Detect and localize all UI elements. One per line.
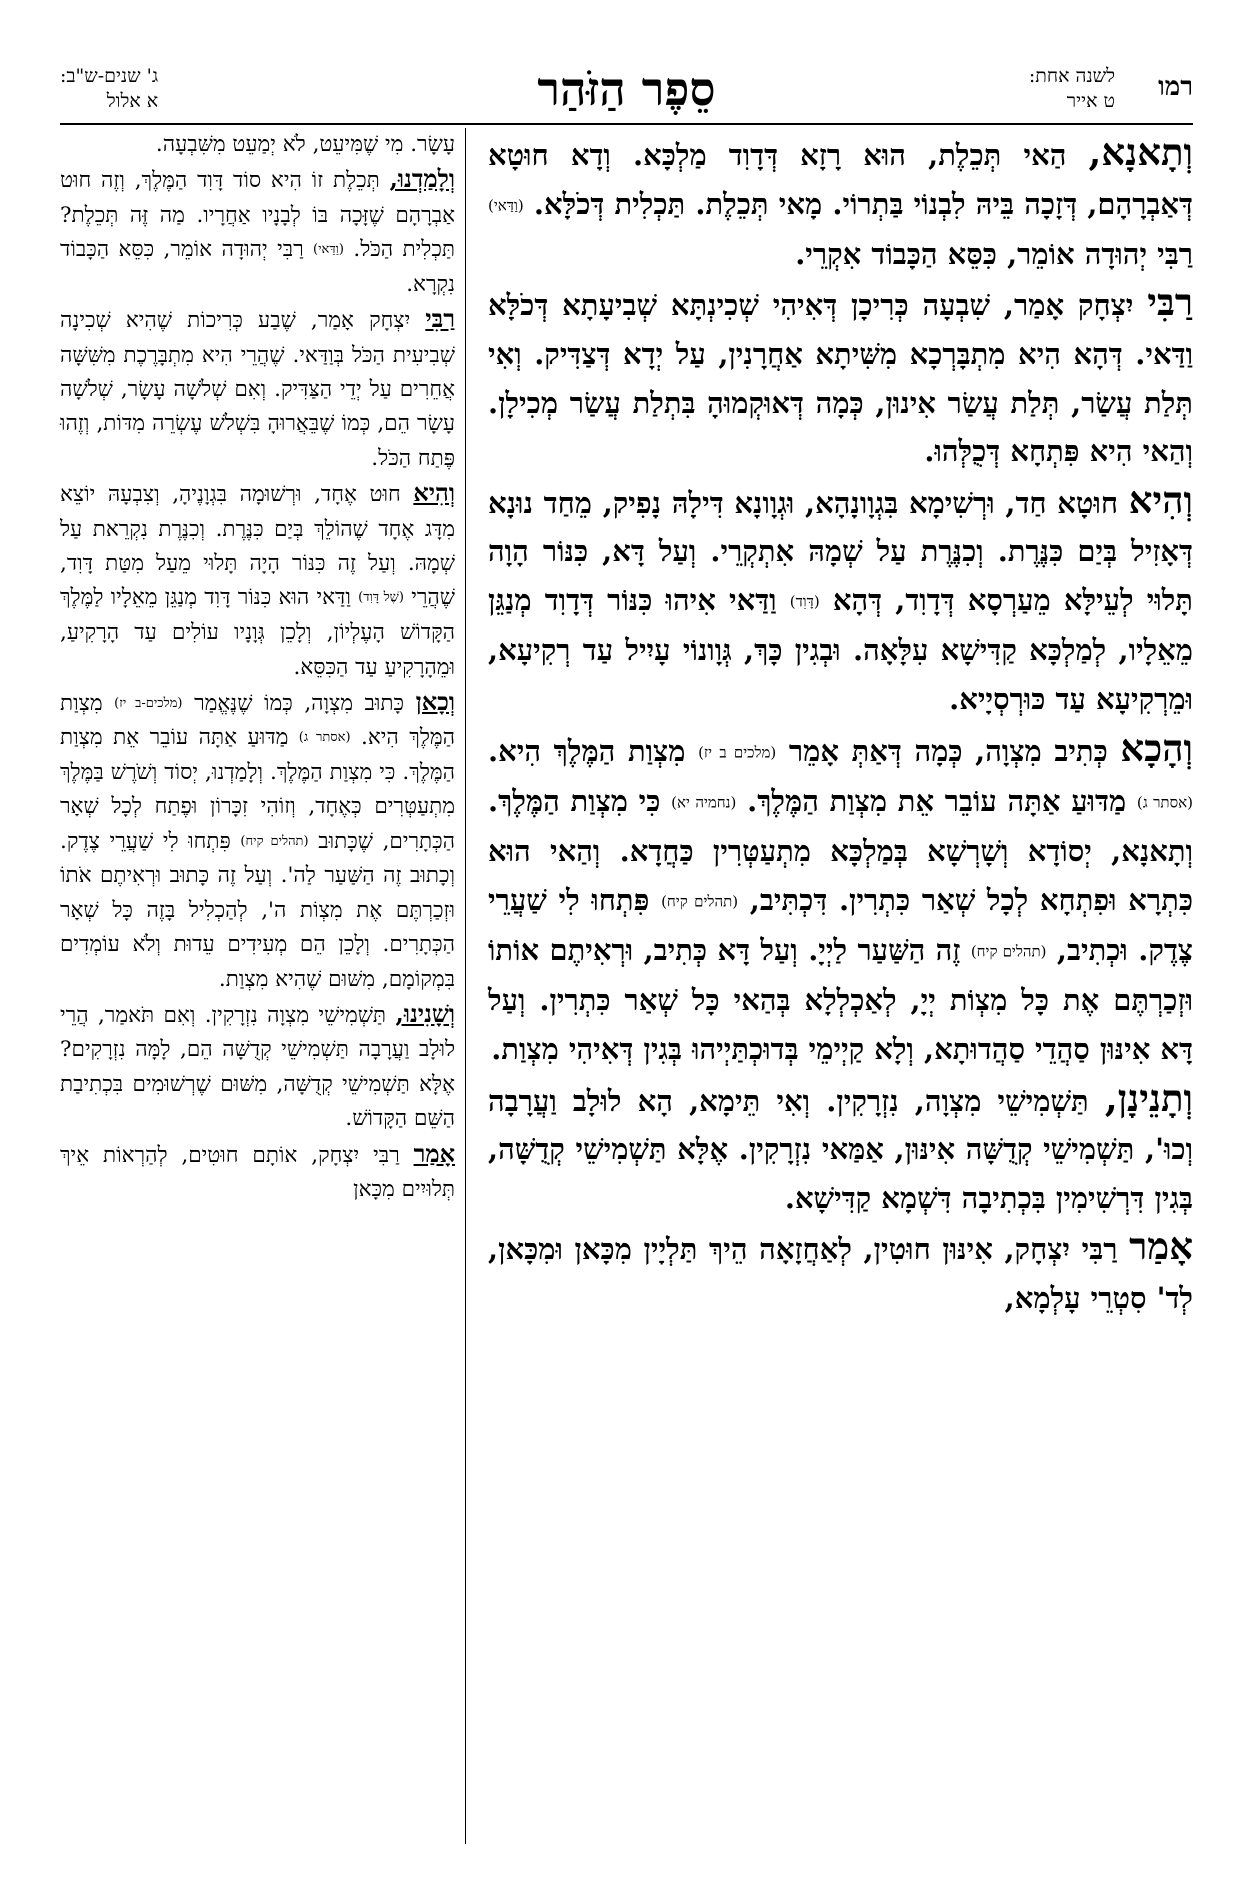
paragraph-text: מַדּוּעַ אַתָּה עוֹבֵר אֵת מִצְוַת הַמֶּלֶךְ. [747, 783, 1137, 818]
paragraph-opener: אָמַר [413, 1138, 455, 1168]
scripture-reference: (אסתר ג) [298, 730, 351, 746]
text-note: (וַדַּאי) [313, 242, 344, 258]
paragraph-text: תַּשְׁמִישֵׁי מִצְוָה נִזְרָקִין. וְאִם תֹּאמַר, הֲרֵי לוּלָב וַעֲרָבָה תַּשְׁמִישֵׁי קְדֻשָּׁה הֵם, לָמָּה נִזְרָקִים? אֶלָּא תַּשְׁמִישֵׁי קְדֻשָּׁה, מִשּׁוּם שֶׁרְשׁוּמִים בִּכְתִיבַת הַשֵּׁם הַקָּדוֹשׁ. [60, 1002, 455, 1132]
schedule-label: לשנה אחת: [1028, 65, 1115, 87]
paragraph [488, 476, 1193, 724]
translation-column [60, 128, 455, 1207]
paragraph-opener: וְהִיא [413, 478, 455, 508]
schedule-label: ג' שנים-ש"ב: [60, 65, 159, 87]
paragraph-text: יִצְחָק אָמַר, שֶׁבַע כְּרִיכוֹת שֶׁהִיא שְׁכִינָה שְׁבִיעִית הַכֹּל בְּוַדַּאי. שֶׁהֲרֵי הִיא מִתְבָּרֶכֶת מִשִּׁשָּׁה אֲחֵרִים עַל יְדֵי הַצַּדִּיק. וְאִם שְׁלֹשָׁה עָשָׂר, שְׁלֹשָׁה עָשָׂר הֵם, כְּמוֹ שֶׁבֵּאֲרוּהָ בִּשְׁלֹשׁ עֶשְׂרֵה מִדּוֹת, וְזֶהוּ פֶּתַח הַכֹּל. [60, 308, 455, 471]
paragraph-text: רַבִּי יְהוּדָה אוֹמֵר, כִּסֵּא הַכָּבוֹד נִקְרָא. [60, 237, 455, 297]
paragraph-text: מַדּוּעַ אַתָּה עוֹבֵר אֵת מִצְוַת הַמֶּלֶךְ. כִּי מִצְוַת הַמֶּלֶךְ. וְלָמַדְנוּ, יְסוֹד וְשֹׁרֶשׁ בַּמֶּלֶךְ מִתְעַטְּרִים כְּאֶחָד, וְזוֹהִי זִכָּרוֹן וּפֶתַח לְכָל שְׁאָר הַכְּתָרִים, שֶׁכָּתוּב [60, 725, 456, 854]
paragraph-text: וַדַּאי הוּא כִּנּוֹר דָּוִד מְנַגֵּן מֵאֵלָיו לַמֶּלֶךְ הַקָּדוֹשׁ הָעֶלְיוֹן, וְלָכֵן גְּוָנָיו עוֹלִים עַד הָרָקִיעַ, וּמֵהָרָקִיעַ עַד הַכִּסֵּא. [60, 585, 455, 680]
paragraph-text: תַּשְׁמִישֵׁי מִצְוָה, נִזְרָקִין. וְאִי תֵּימָא, הָא לוּלָב וַעֲרָבָה וְכוּ', תַּשְׁמִישֵׁי קְדֻשָּׁה אִינּוּן, אַמַּאי נִזְרָקִין. אֶלָּא תַּשְׁמִישֵׁי קְדֻשָּׁה, בְּגִין דִּרְשִׁימִין בִּכְתִיבָה דִּשְׁמָא קַדִּישָׁא. [488, 1083, 1193, 1215]
paragraph-text: כְּתִיב מִצְוָה, כְּמָה דְּאַתְּ אָמֵר [788, 733, 1121, 768]
book-title: סֵפֶר הַזֹּהַר [537, 62, 716, 116]
paragraph-text: זֶה הַשַּׁעַר לַיְיָ. וְעַל דָּא כְּתִיב, וּרְאִיתֶם אוֹתוֹ וּזְכַרְתֶּם אֶת כָּל מִצְוֹת יְיָ, לְאַכְלְלָא בְּהַאי כָּל שְׁאַר כִּתְרִין. וְעַל דָּא אִינּוּן סַהֲדֵי סַהֲדוּתָא, וְלָא קַיְימֵי בְּדוּכְתַּיְיהוּ בְּגִין דְּאִיהִי מִצְוַת. [488, 933, 1193, 1066]
text-note: (שֶׁל דָּוִד) [358, 590, 404, 606]
paragraph-text: עָשָׂר. מִי שֶׁמִּיעֵט, לֹא יְמַעֵט מִשִּׁבְעָה. [155, 132, 455, 157]
schedule-date: ט אייר [1066, 90, 1115, 112]
paragraph-opener: רַבִּי [1147, 280, 1193, 325]
paragraph [488, 128, 1193, 278]
column-divider [465, 128, 466, 1844]
page-number: רמו [1158, 72, 1193, 102]
page-header [60, 60, 1193, 122]
paragraph [488, 724, 1193, 1074]
paragraph-text: חוּטָא חַד, וּרְשִׁימָא בִּגְוָונָהָא, וּגְוָונָא דִּילָהּ נָפִיק, מֵחַד נוּנָא דְּאָזִיל בְּיַם כִּנֶּרֶת. וְכִנֶּרֶת עַל שְׁמָהּ אִתְקְרֵי. וְעַל דָּא, כִּנּוֹר הָוָה תָּלוּי לְעֵילָּא מֵעַרְסָא דְּדָוִד, דְּהָא [488, 485, 1193, 618]
paragraph-text: כָּתוּב מִצְוָה, כְּמוֹ שֶׁנֶּאֱמַר [194, 690, 416, 716]
paragraph [60, 128, 455, 162]
aramaic-column [488, 128, 1193, 1322]
paragraph [60, 162, 455, 302]
paragraph-text: רַבִּי יְהוּדָה אוֹמֵר, כִּסֵּא הַכָּבוֹד אִקְרֵי. [795, 236, 1193, 271]
paragraph-opener: וְלָמַדְנוּ, [389, 164, 455, 194]
paragraph [488, 1074, 1193, 1223]
paragraph [488, 1222, 1193, 1322]
paragraph-text: הַאי תְּכֵלֶת, הוּא רָזָא דְּדָוִד מַלְכָּא. וְדָא חוּטָא דְּאַבְרָהָם, דְּזָכָה בֵּיהּ לִבְנוֹי בַּתְרוֹי. מָאי תְּכֵלֶת. תַּכְלִית דְּכֹלָּא. [488, 138, 1193, 221]
paragraph [60, 476, 455, 685]
paragraph-opener: וְתָנֵינָן, [1104, 1075, 1193, 1120]
schedule-date: א אלול [106, 90, 159, 112]
paragraph-text: חוּט אֶחָד, וּרְשׁוּמָה בִּגְוָנֶיהָ, וְצִבְעָהּ יוֹצֵא מִדָּג אֶחָד שֶׁהוֹלֵךְ בְּיַם כִּנֶּרֶת. וְכִנֶּרֶת נִקְרֵאת עַל שְׁמָהּ. וְעַל זֶה כִּנּוֹר הָיָה תָּלוּי מֵעַל מִטַּת דָּוִד, שֶׁהֲרֵי [60, 482, 455, 611]
paragraph [60, 1137, 455, 1208]
paragraph-opener: אָמַר [1129, 1224, 1193, 1269]
paragraph-text: רַבִּי יִצְחָק, אוֹתָם חוּטִים, לְהַרְאוֹת אֵיךְ תְּלוּיִים מִכָּאן [60, 1142, 455, 1202]
scripture-reference: (נחמיה יא) [671, 793, 737, 812]
paragraph [488, 278, 1193, 475]
paragraph-text: פִּתְחוּ לִי שַׁעֲרֵי צֶדֶק. וּכְתִיב, [488, 882, 1193, 968]
paragraph-opener: וְכָאן [415, 686, 455, 716]
paragraph-opener: וְהִיא [1128, 477, 1193, 522]
scripture-reference: (מלכים ב יז) [698, 743, 777, 762]
paragraph-text: מִצְוַת הַמֶּלֶךְ הִיא. [60, 690, 455, 751]
scripture-reference: (תהלים קיח) [240, 833, 309, 849]
paragraph-opener: וְתָאנָא, [1088, 130, 1193, 174]
header-divider [60, 123, 1193, 125]
paragraph-text: יִצְחָק אָמַר, שִׁבְעָה כְּרִיכָן דְּאִיהִי שְׁכִינְתָּא שְׁבִיעָתָא דְּכֹלָּא וַדַּאי. דְּהָא הִיא מִתְבָּרְכָא מִשִּׁיתָא אַחֲרָנִין, עַל יְדָא דְּצַדִּיק. וְאִי תְּלַת עֲשַׂר, תְּלַת עֲשַׂר אִינוּן, כְּמָה דְּאוּקְמוּהָ בִּתְלַת עֲשַׂר מְכִילָן. וְהַאי הִיא פִּתְחָא דְּכֻלְּהוּ. [488, 288, 1193, 469]
text-note: (דָּוִד) [789, 592, 820, 611]
paragraph-text: וַדַּאי אִיהוּ כִּנּוֹר דְּדָוִד מְנַגֵּן מֵאֵלָיו, לְמַלְכָּא קַדִּישָׁא עִלָּאָה. וּבְגִין כָּךְ, גְּוָונוֹי עָיִיל עַד רְקִיעָא, וּמֵרְקִיעָא עַד כּוּרְסְיָיא. [488, 583, 1193, 716]
scripture-reference: (תהלים קיח) [970, 942, 1047, 961]
text-note: (וַדַּאי) [488, 196, 524, 215]
paragraph-text: מִצְוַת הַמֶּלֶךְ הִיא. [488, 733, 699, 768]
paragraph-opener: וְהָכָא [1120, 725, 1193, 770]
paragraph-text: רַבִּי יִצְחָק, אִינּוּן חוּטִין, לְאַחֲזָאָה הֵיךְ תַּלְיָין מִכָּאן וּמִכָּאן, לְד' סִטְרֵי עָלְמָא, [488, 1232, 1193, 1315]
paragraph-text: פִּתְחוּ לִי שַׁעֲרֵי צֶדֶק. וְכָתוּב זֶה הַשַּׁעַר לַה'. וְעַל זֶה כָּתוּב וּרְאִיתֶם אֹתוֹ וּזְכַרְתֶּם אֶת מִצְוֹת ה', לְהַכְלִיל בָּזֶה כָּל שְׁאָר הַכְּתָרִים. וְלָכֵן הֵם מְעִידִים עֵדוּת וְלֹא עוֹמְדִים בִּמְקוֹמָם, מִשּׁוּם שֶׁהִיא מִצְוַת. [60, 828, 455, 992]
paragraph [60, 685, 455, 997]
paragraph-opener: רַבִּי [425, 304, 455, 334]
scripture-reference: (תהלים קיח) [661, 892, 739, 911]
reading-schedule-three-years [60, 64, 158, 114]
paragraph [60, 302, 455, 476]
paragraph-text: תְּכֵלֶת זוֹ הִיא סוֹד דָּוִד הַמֶּלֶךְ, וְזֶה חוּט אַבְרָהָם שֶׁזָּכָה בּוֹ לְבָנָיו אַחֲרָיו. מַה זֶּה תְּכֵלֶת? תַּכְלִית הַכֹּל. [60, 168, 455, 263]
paragraph-text: כִּי מִצְוַת הַמֶּלֶךְ. וְתָאנָא, יְסוֹדָא וְשָׁרְשָׁא בְּמַלְכָּא מִתְעַטְּרִין כַּחֲדָא. וְהַאי הוּא כִּתְרָא וּפִתְחָא לְכָל שְׁאַר כִּתְרִין. דִּכְתִּיב, [488, 783, 1193, 917]
scripture-reference: (מלכים-ב יז) [114, 695, 183, 711]
scripture-reference: (אסתר ג) [1136, 793, 1193, 812]
paragraph-opener: וְשָׁנִינוּ, [395, 998, 455, 1028]
paragraph [60, 997, 455, 1137]
